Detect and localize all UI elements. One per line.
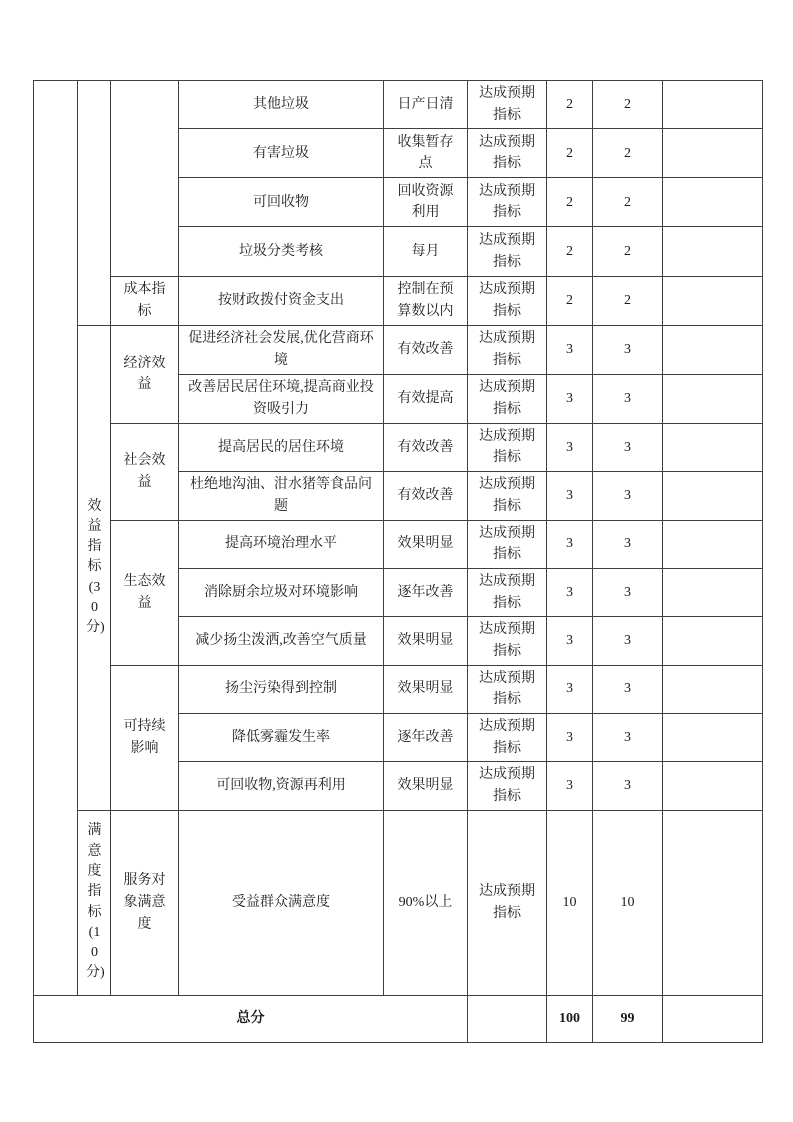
score-cell: 3 <box>593 665 663 713</box>
completion-status-cell: 达成预期指标 <box>468 227 547 277</box>
indicator-name-cell: 有害垃圾 <box>179 129 384 178</box>
remark-cell <box>663 227 763 277</box>
row-group-spacer-cell <box>34 81 78 996</box>
score-cell: 3 <box>593 325 663 374</box>
target-value-cell: 有效改善 <box>384 472 468 520</box>
remark-cell <box>663 129 763 178</box>
total-remark-cell <box>663 995 763 1042</box>
indicator-group-cell <box>78 810 111 995</box>
indicator-group-cell <box>78 81 111 326</box>
target-value-cell: 逐年改善 <box>384 714 468 762</box>
performance-indicator-table <box>33 80 763 1043</box>
target-value-cell: 每月 <box>384 227 468 277</box>
weight-cell: 3 <box>547 520 593 568</box>
total-row <box>34 995 763 1042</box>
score-cell: 2 <box>593 178 663 227</box>
table-row <box>34 277 763 325</box>
target-value-cell: 回收资源利用 <box>384 178 468 227</box>
score-cell: 3 <box>593 423 663 471</box>
weight-cell: 3 <box>547 325 593 374</box>
score-cell: 3 <box>593 762 663 810</box>
target-value-cell: 效果明显 <box>384 665 468 713</box>
indicator-category-cell: 成本指标 <box>111 277 179 325</box>
table-row <box>34 423 763 471</box>
total-label-cell: 总分 <box>34 995 468 1042</box>
remark-cell <box>663 568 763 616</box>
indicator-name-cell: 促进经济社会发展,优化营商环境 <box>179 325 384 374</box>
indicator-category-cell: 服务对象满意度 <box>111 810 179 995</box>
target-value-cell: 90%以上 <box>384 810 468 995</box>
score-cell: 10 <box>593 810 663 995</box>
target-value-cell: 有效改善 <box>384 325 468 374</box>
completion-status-cell: 达成预期指标 <box>468 810 547 995</box>
weight-cell: 3 <box>547 665 593 713</box>
weight-cell: 2 <box>547 129 593 178</box>
remark-cell <box>663 762 763 810</box>
indicator-name-cell: 垃圾分类考核 <box>179 227 384 277</box>
completion-status-cell: 达成预期指标 <box>468 762 547 810</box>
score-cell: 2 <box>593 277 663 325</box>
target-value-cell: 逐年改善 <box>384 568 468 616</box>
remark-cell <box>663 665 763 713</box>
total-score-cell: 99 <box>593 995 663 1042</box>
target-value-cell: 控制在预算数以内 <box>384 277 468 325</box>
weight-cell: 3 <box>547 472 593 520</box>
weight-cell: 3 <box>547 714 593 762</box>
remark-cell <box>663 520 763 568</box>
remark-cell <box>663 178 763 227</box>
target-value-cell: 有效改善 <box>384 423 468 471</box>
table-row <box>34 325 763 374</box>
completion-status-cell: 达成预期指标 <box>468 374 547 423</box>
score-cell: 3 <box>593 374 663 423</box>
remark-cell <box>663 374 763 423</box>
indicator-name-cell: 提高居民的居住环境 <box>179 423 384 471</box>
weight-cell: 3 <box>547 374 593 423</box>
indicator-name-cell: 可回收物 <box>179 178 384 227</box>
completion-status-cell: 达成预期指标 <box>468 472 547 520</box>
remark-cell <box>663 810 763 995</box>
score-cell: 3 <box>593 520 663 568</box>
total-weight-cell: 100 <box>547 995 593 1042</box>
indicator-name-cell: 杜绝地沟油、泔水猪等食品问题 <box>179 472 384 520</box>
weight-cell: 2 <box>547 277 593 325</box>
completion-status-cell: 达成预期指标 <box>468 81 547 129</box>
indicator-group-cell <box>78 325 111 810</box>
weight-cell: 2 <box>547 227 593 277</box>
score-cell: 2 <box>593 227 663 277</box>
table-row <box>34 810 763 995</box>
indicator-name-cell: 消除厨余垃圾对环境影响 <box>179 568 384 616</box>
remark-cell <box>663 472 763 520</box>
remark-cell <box>663 325 763 374</box>
weight-cell: 2 <box>547 81 593 129</box>
group-benefit-label: 效益指标(30分) <box>86 498 105 636</box>
target-value-cell: 有效提高 <box>384 374 468 423</box>
completion-status-cell: 达成预期指标 <box>468 714 547 762</box>
table-row <box>34 81 763 129</box>
indicator-category-cell: 生态效益 <box>111 520 179 665</box>
indicator-name-cell: 扬尘污染得到控制 <box>179 665 384 713</box>
table-row <box>34 665 763 713</box>
score-cell: 3 <box>593 472 663 520</box>
target-value-cell: 日产日清 <box>384 81 468 129</box>
completion-status-cell: 达成预期指标 <box>468 665 547 713</box>
indicator-category-cell: 可持续影响 <box>111 665 179 810</box>
score-cell: 3 <box>593 714 663 762</box>
target-value-cell: 收集暂存点 <box>384 129 468 178</box>
weight-cell: 10 <box>547 810 593 995</box>
completion-status-cell: 达成预期指标 <box>468 520 547 568</box>
completion-status-cell: 达成预期指标 <box>468 617 547 665</box>
indicator-name-cell: 减少扬尘泼洒,改善空气质量 <box>179 617 384 665</box>
indicator-name-cell: 改善居民居住环境,提高商业投资吸引力 <box>179 374 384 423</box>
completion-status-cell: 达成预期指标 <box>468 325 547 374</box>
target-value-cell: 效果明显 <box>384 762 468 810</box>
weight-cell: 2 <box>547 178 593 227</box>
indicator-name-cell: 降低雾霾发生率 <box>179 714 384 762</box>
completion-status-cell: 达成预期指标 <box>468 129 547 178</box>
indicator-name-cell: 可回收物,资源再利用 <box>179 762 384 810</box>
weight-cell: 3 <box>547 617 593 665</box>
remark-cell <box>663 423 763 471</box>
indicator-name-cell: 受益群众满意度 <box>179 810 384 995</box>
indicator-category-cell <box>111 81 179 277</box>
indicator-name-cell: 提高环境治理水平 <box>179 520 384 568</box>
score-cell: 2 <box>593 129 663 178</box>
completion-status-cell: 达成预期指标 <box>468 178 547 227</box>
target-value-cell: 效果明显 <box>384 617 468 665</box>
score-cell: 2 <box>593 81 663 129</box>
remark-cell <box>663 277 763 325</box>
completion-status-cell: 达成预期指标 <box>468 277 547 325</box>
group-satisfaction-label: 满意度指标(10分) <box>86 823 105 981</box>
indicator-category-cell: 社会效益 <box>111 423 179 520</box>
completion-status-cell: 达成预期指标 <box>468 423 547 471</box>
total-completion-cell <box>468 995 547 1042</box>
indicator-name-cell: 其他垃圾 <box>179 81 384 129</box>
table-row <box>34 520 763 568</box>
remark-cell <box>663 714 763 762</box>
score-cell: 3 <box>593 617 663 665</box>
completion-status-cell: 达成预期指标 <box>468 568 547 616</box>
weight-cell: 3 <box>547 423 593 471</box>
weight-cell: 3 <box>547 568 593 616</box>
indicator-category-cell: 经济效益 <box>111 325 179 423</box>
indicator-name-cell: 按财政拨付资金支出 <box>179 277 384 325</box>
target-value-cell: 效果明显 <box>384 520 468 568</box>
remark-cell <box>663 81 763 129</box>
weight-cell: 3 <box>547 762 593 810</box>
score-cell: 3 <box>593 568 663 616</box>
remark-cell <box>663 617 763 665</box>
